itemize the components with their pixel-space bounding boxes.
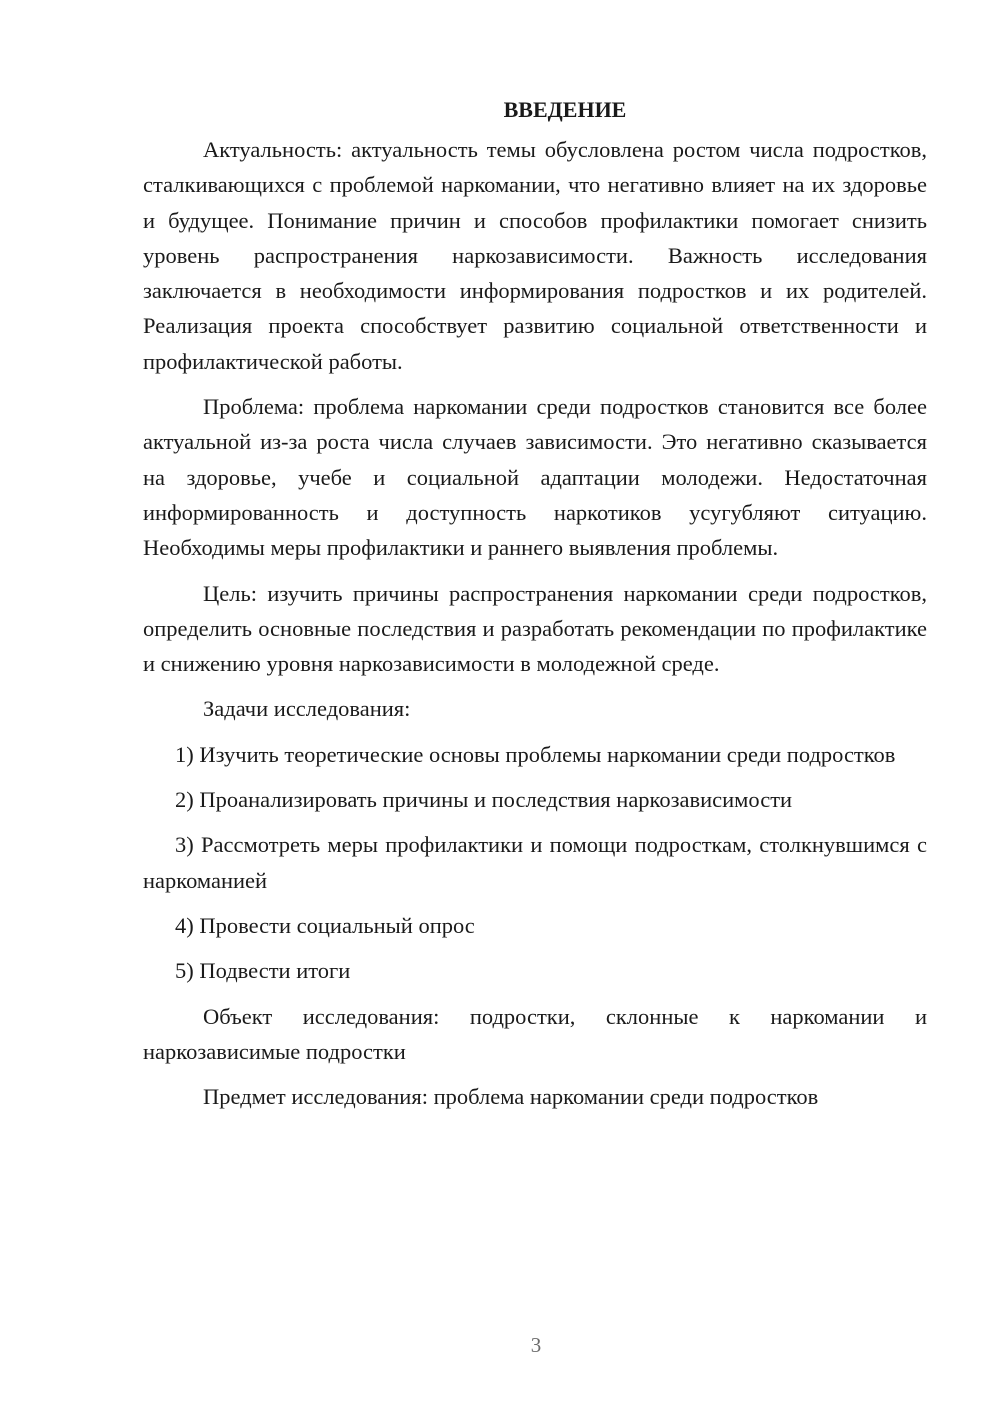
task-item-2: 2) Проанализировать причины и последствия наркозависимости: [175, 787, 793, 813]
paragraph-problem: Проблема: проблема наркомании среди подростков становится все более актуальной из-за роста числа случаев зависимости. Это негативно сказывается на здоровье, учебе и социальной адаптации молодежи. Недостаточная информированность и доступность наркотиков усугубляют ситуацию. Необходимы меры профилактики и раннего выявления проблемы.: [143, 394, 927, 561]
task-item-3: 3) Рассмотреть меры профилактики и помощи подросткам, столкнувшимся с наркоманией: [143, 832, 927, 893]
paragraph-tasks-heading: Задачи исследования:: [203, 696, 411, 722]
task-item-5: 5) Подвести итоги: [175, 958, 351, 984]
paragraph-goal: Цель: изучить причины распространения наркомании среди подростков, определить основные последствия и разработать рекомендации по профилактике и снижению уровня наркозависимости в молодежной среде.: [143, 580, 927, 677]
paragraph-subject: Предмет исследования: проблема наркомании среди подростков: [203, 1084, 819, 1110]
task-item-4: 4) Провести социальный опрос: [175, 912, 475, 938]
paragraph-relevance: Актуальность: актуальность темы обусловлена ростом числа подростков, сталкивающихся с проблемой наркомании, что негативно влияет на их здоровье и будущее. Понимание причин и способов профилактики помогает снизить уровень распространения наркозависимости. Важность исследования заключается в необходимости информирования подростков и их родителей. Реализация проекта способствует развитию социальной ответственности и профилактической работы.: [143, 137, 927, 374]
task-item-1: 1) Изучить теоретические основы проблемы наркомании среди подростков: [175, 741, 896, 767]
page-number: 3: [530, 1333, 542, 1357]
page-title: ВВЕДЕНИЕ: [503, 97, 627, 122]
paragraph-object: Объект исследования: подростки, склонные к наркомании и наркозависимые подростки: [143, 1003, 927, 1064]
document-page: [143, 92, 927, 1124]
